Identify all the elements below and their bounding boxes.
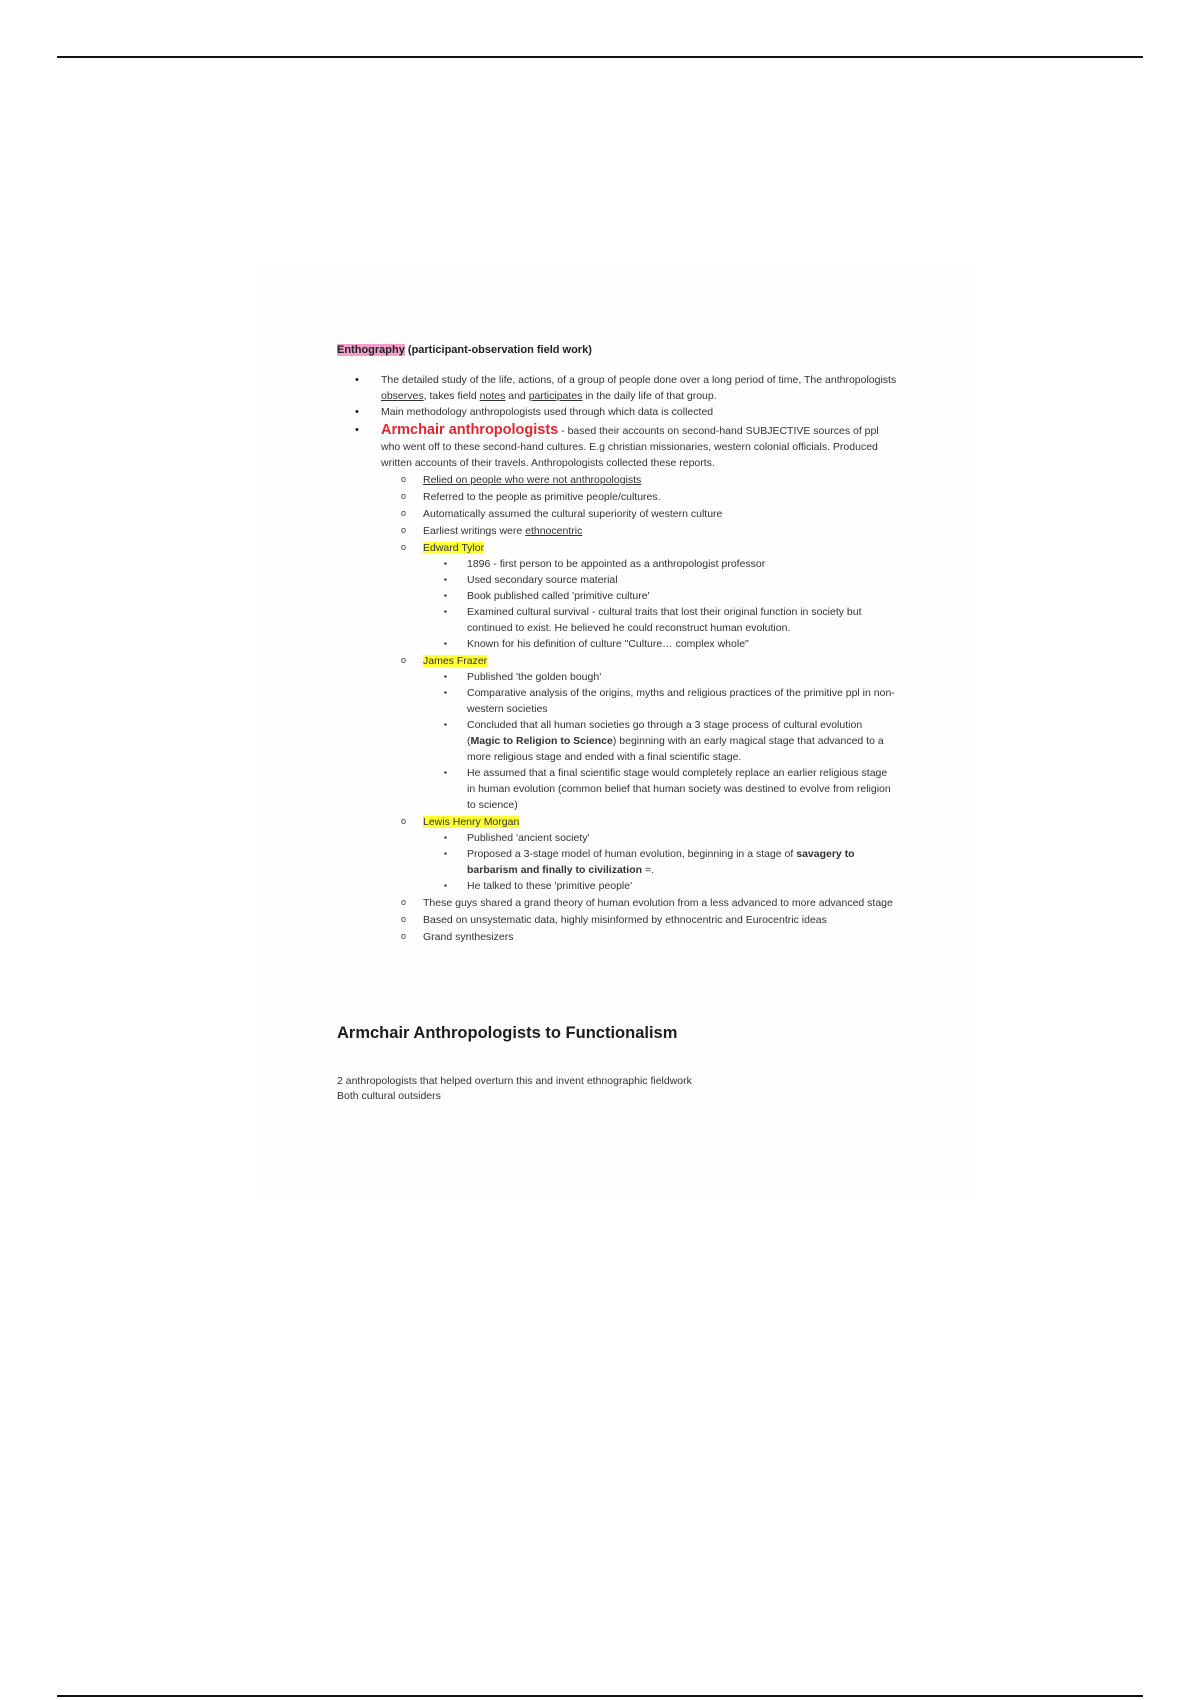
tylor-item: ▪ Known for his definition of culture "Culture… complex whole" — [423, 636, 897, 652]
sub-item-morgan — [381, 814, 897, 894]
body-line: 2 anthropologists that helped overturn this and invent ethnographic fieldwork — [337, 1075, 692, 1087]
main-bullet-list — [337, 372, 897, 945]
armchair-title: Armchair anthropologists — [381, 422, 559, 438]
sub-item: o Referred to the people as primitive people/cultures. — [381, 489, 897, 505]
tylor-list — [423, 556, 897, 652]
frazer-item: ▪ Concluded that all human societies go through a 3 stage process of cultural evolution (Magic to Religion to Science) beginning with an early magical stage that advanced to a more religious stage and ended with a final scientific stage. — [423, 717, 897, 765]
bottom-rule — [57, 1695, 1143, 1697]
morgan-item: ▪ Published 'ancient society' — [423, 830, 897, 846]
tylor-item: ▪ Used secondary source material — [423, 572, 897, 588]
frazer-item: ▪ He assumed that a final scientific stage would completely replace an earlier religious stage in human evolution (common belief that human society was destined to evolve from religion to science) — [423, 765, 897, 813]
name-highlight: Lewis Henry Morgan — [423, 816, 520, 828]
sub-item: o Based on unsystematic data, highly misinformed by ethnocentric and Eurocentric ideas — [381, 912, 897, 928]
sub-item: o Relied on people who were not anthropologists — [381, 472, 897, 488]
sub-item: o These guys shared a grand theory of human evolution from a less advanced to more advanced stage — [381, 895, 897, 911]
notes-content — [337, 342, 897, 945]
tylor-item: ▪ 1896 - first person to be appointed as a anthropologist professor — [423, 556, 897, 572]
term-highlight: Enthography — [337, 344, 405, 356]
page-image — [255, 262, 977, 1202]
top-rule — [57, 56, 1143, 58]
frazer-item: ▪ Published 'the golden bough' — [423, 669, 897, 685]
tylor-item: ▪ Book published called 'primitive culture' — [423, 588, 897, 604]
bullet-armchair: • Armchair anthropologists - based their accounts on second-hand SUBJECTIVE sources of ppl who went off to these second-hand cultures. E.g christian missionaries, western colonial officials. Produced written accounts of their travels. Anthropologists collected these reports. o Relied on people who were not anthropologists o Referred to the people as primitive people/cultures. o Automatically assumed the cultural superiority of western culture o Earliest writings were ethnocentric o Edward Tylor ▪ 1896 - first person to be appointed as a anthropologist professor ▪ Used secondary source material ▪ Book published called 'primitive culture' ▪ Examined cultural survival - cultural traits that lost their original function in society but continued to exist. He believed he could reconstruct human evolution. ▪ Known for his definition of culture "Culture… complex whole" o James Frazer ▪ Published 'the golden bough' ▪ Comparative analysis of the origins, myths and religious practices of the primitive ppl in non-western societies ▪ Concluded that all human societies go through a 3 stage process of cultural evolution (Magic to Religion to Science) beginning with an early magical stage that advanced to a more religious stage and ended with a final scientific stage. ▪ He assumed that a final scientific stage would completely replace an earlier religious stage in human evolution (common belief that human society was destined to evolve from religion to science) o Lewis Henry Morgan ▪ Published 'ancient society' ▪ Proposed a 3-stage model of human evolution, beginning in a stage of savagery to barbarism and finally to civilization =. ▪ He talked to these 'primitive people' o These guys shared a grand theory of human evolution from a less advanced to more advanced stage o Based on unsystematic data, highly misinformed by ethnocentric and Eurocentric ideas o Grand synthesizers — [337, 422, 897, 945]
armchair-sub-list — [381, 472, 897, 945]
name-highlight: James Frazer — [423, 655, 488, 667]
sub-item-frazer — [381, 653, 897, 813]
sub-item: o Earliest writings were ethnocentric — [381, 523, 897, 539]
sub-item: o Automatically assumed the cultural superiority of western culture — [381, 506, 897, 522]
sub-item: o Grand synthesizers — [381, 929, 897, 945]
body-line: Both cultural outsiders — [337, 1090, 441, 1102]
morgan-list — [423, 830, 897, 894]
name-highlight: Edward Tylor — [423, 542, 485, 554]
tylor-item: ▪ Examined cultural survival - cultural traits that lost their original function in society but continued to exist. He believed he could reconstruct human evolution. — [423, 604, 897, 636]
frazer-item: ▪ Comparative analysis of the origins, myths and religious practices of the primitive ppl in non-western societies — [423, 685, 897, 717]
sub-item-tylor — [381, 540, 897, 652]
section-heading: Enthography (participant-observation field work) — [337, 344, 592, 356]
section-title: Armchair Anthropologists to Functionalism — [337, 1024, 678, 1042]
bullet-methodology: • Main methodology anthropologists used through which data is collected — [337, 404, 897, 420]
section-body — [337, 1074, 692, 1104]
morgan-item: ▪ Proposed a 3-stage model of human evolution, beginning in a stage of savagery to barbarism and finally to civilization =. — [423, 846, 897, 878]
morgan-item: ▪ He talked to these 'primitive people' — [423, 878, 897, 894]
bullet-definition: • The detailed study of the life, actions, of a group of people done over a long period of time, The anthropologists observes, takes field notes and participates in the daily life of that group. — [337, 372, 897, 404]
frazer-list — [423, 669, 897, 813]
